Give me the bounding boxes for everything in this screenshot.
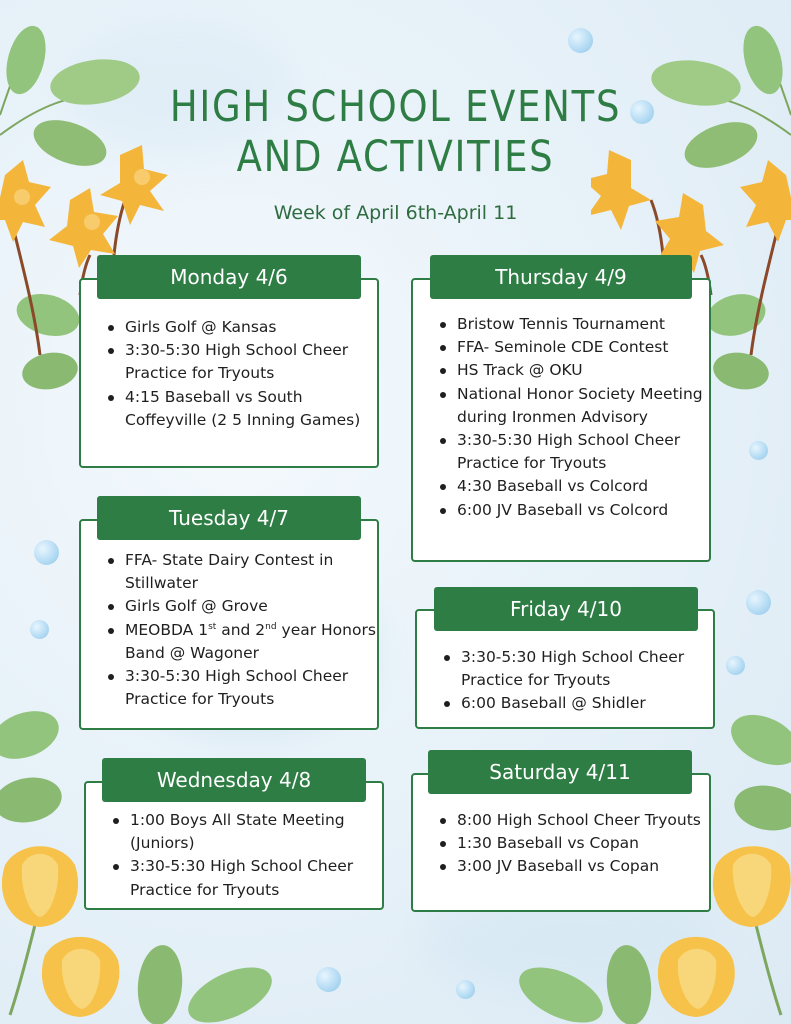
page-subtitle: Week of April 6th-April 11 bbox=[273, 202, 518, 224]
monday-heading: Monday 4/6 bbox=[97, 255, 361, 299]
wednesday-heading: Wednesday 4/8 bbox=[102, 758, 366, 802]
tuesday-card bbox=[79, 519, 379, 730]
bubble-decoration bbox=[726, 656, 745, 675]
bubble-decoration bbox=[746, 590, 771, 615]
thursday-event: 3:30-5:30 High School Cheer Practice for Tryouts bbox=[457, 429, 709, 475]
tuesday-event: FFA- State Dairy Contest in Stillwater bbox=[125, 549, 377, 595]
monday-event: 3:30-5:30 High School Cheer Practice for Tryouts bbox=[125, 339, 377, 385]
title-line-1: HIGH SCHOOL EVENTS bbox=[169, 82, 622, 132]
leaves-right-decoration bbox=[720, 700, 791, 840]
saturday-event: 1:30 Baseball vs Copan bbox=[457, 832, 709, 855]
bubble-decoration bbox=[30, 620, 49, 639]
leaves-left-decoration bbox=[0, 700, 80, 840]
title-line-2: AND ACTIVITIES bbox=[236, 132, 555, 182]
thursday-event: 6:00 JV Baseball vs Colcord bbox=[457, 499, 709, 522]
friday-heading: Friday 4/10 bbox=[434, 587, 698, 631]
page-title bbox=[55, 82, 735, 182]
tuesday-heading: Tuesday 4/7 bbox=[97, 496, 361, 540]
friday-event: 6:00 Baseball @ Shidler bbox=[461, 692, 713, 715]
thursday-event: Bristow Tennis Tournament bbox=[457, 313, 709, 336]
thursday-event: 4:30 Baseball vs Colcord bbox=[457, 475, 709, 498]
friday-event: 3:30-5:30 High School Cheer Practice for Tryouts bbox=[461, 646, 713, 692]
thursday-event: FFA- Seminole CDE Contest bbox=[457, 336, 709, 359]
bubble-decoration bbox=[568, 28, 593, 53]
monday-event: 4:15 Baseball vs South Coffeyville (2 5 Inning Games) bbox=[125, 386, 377, 432]
bubble-decoration bbox=[456, 980, 475, 999]
monday-event: Girls Golf @ Kansas bbox=[125, 316, 377, 339]
bubble-decoration bbox=[749, 441, 768, 460]
bubble-decoration bbox=[316, 967, 341, 992]
saturday-event: 8:00 High School Cheer Tryouts bbox=[457, 809, 709, 832]
tuesday-event: MEOBDA 1st and 2nd year Honors Band @ Wagoner bbox=[125, 619, 377, 665]
tuesday-event: Girls Golf @ Grove bbox=[125, 595, 377, 618]
monday-card bbox=[79, 278, 379, 468]
thursday-event: HS Track @ OKU bbox=[457, 359, 709, 382]
saturday-event: 3:00 JV Baseball vs Copan bbox=[457, 855, 709, 878]
bubble-decoration bbox=[34, 540, 59, 565]
wednesday-event: 3:30-5:30 High School Cheer Practice for Tryouts bbox=[130, 855, 382, 901]
wednesday-event: 1:00 Boys All State Meeting (Juniors) bbox=[130, 809, 382, 855]
tuesday-event: 3:30-5:30 High School Cheer Practice for Tryouts bbox=[125, 665, 377, 711]
thursday-event: National Honor Society Meeting during Ironmen Advisory bbox=[457, 383, 709, 429]
thursday-heading: Thursday 4/9 bbox=[430, 255, 692, 299]
saturday-heading: Saturday 4/11 bbox=[428, 750, 692, 794]
thursday-card bbox=[411, 278, 711, 562]
